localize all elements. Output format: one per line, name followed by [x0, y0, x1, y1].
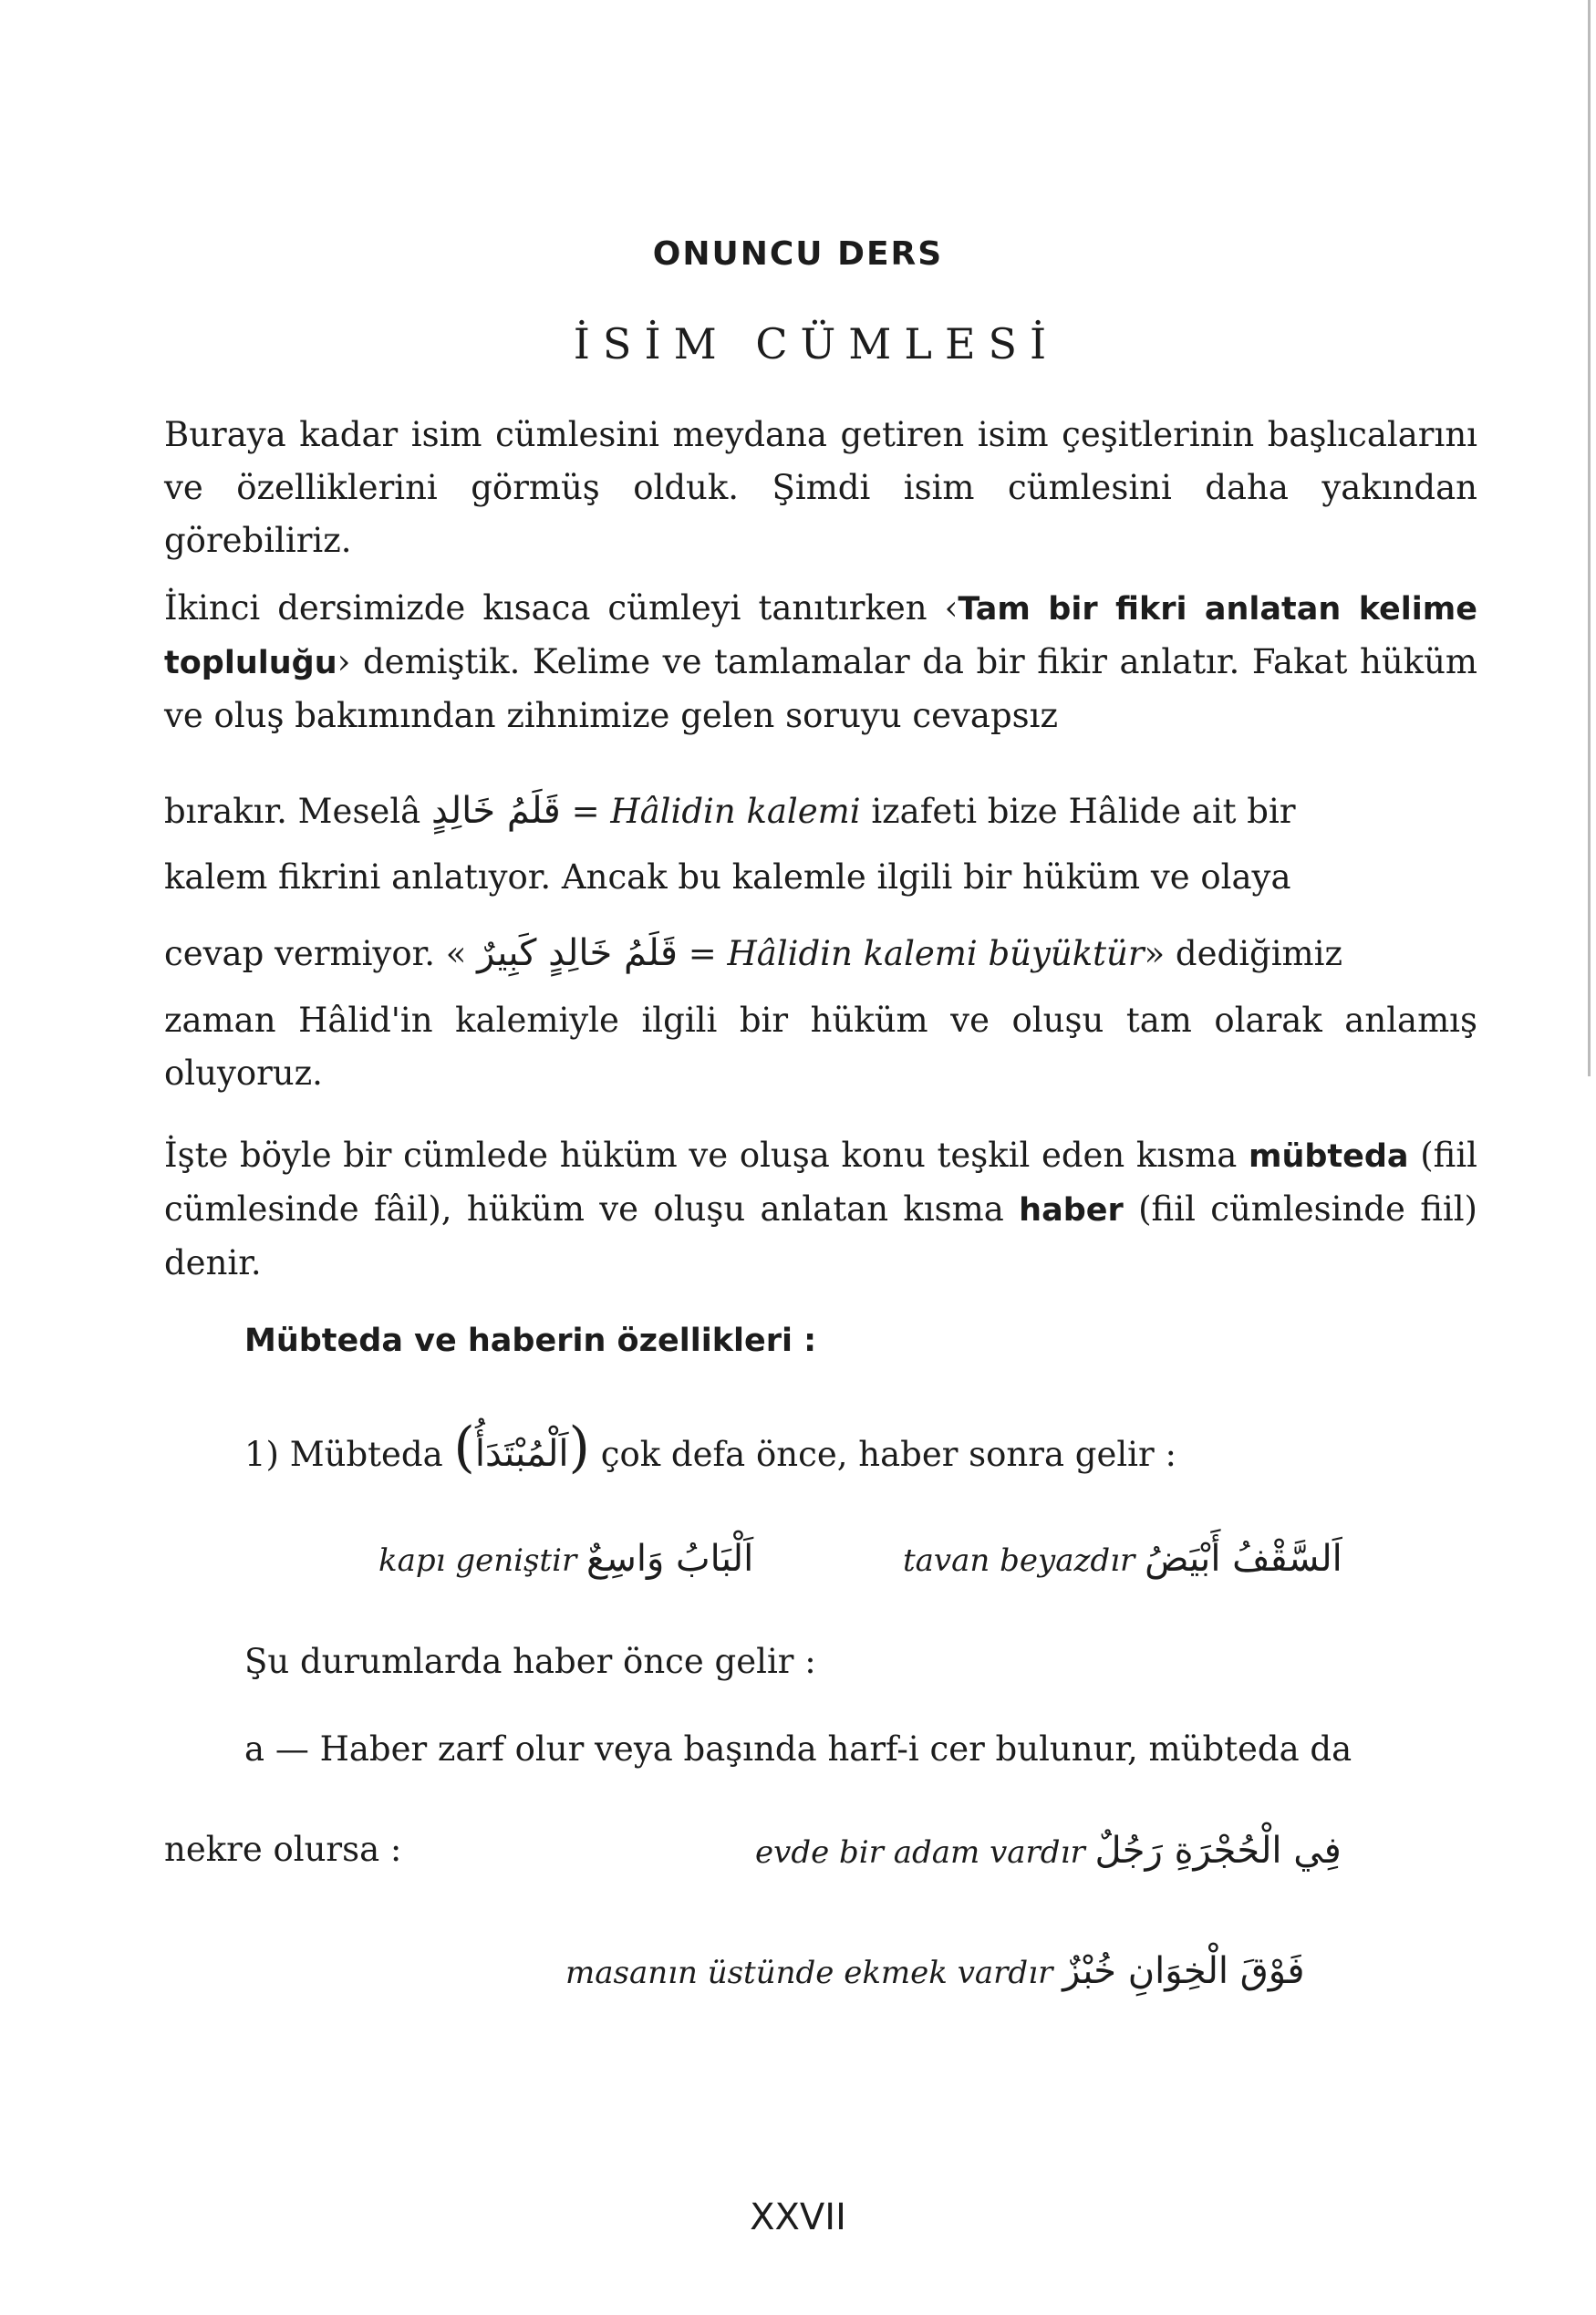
example-1-translation: kapı geniştir	[378, 1542, 577, 1579]
paragraph-1-text: Buraya kadar isim cümlesini meydana getiren isim çeşitlerinin başlıcalarını ve özelliklerini görmüş olduk. Şimdi isim cümlesini daha yakından görebiliriz.	[164, 415, 1477, 560]
example-2-arabic: اَلسَّقْفُ أَبْيَضُ	[1145, 1538, 1342, 1580]
p2-text-a: İkinci dersimizde kısaca cümleyi tanıtırken ‹	[164, 588, 959, 628]
example-3-arabic: فِي الْحُجْرَةِ رَجُلٌ	[1094, 1830, 1342, 1872]
rule-1-text-b: çok defa önce, haber sonra gelir :	[600, 1435, 1176, 1474]
p2-text-d: izafeti bize Hâlide ait bir	[871, 792, 1296, 831]
p2-text-c: bırakır. Meselâ	[164, 792, 421, 831]
example-4-translation: masanın üstünde ekmek vardır	[565, 1955, 1053, 1991]
paragraph-1	[164, 409, 1477, 567]
example-2-translation: tavan beyazdır	[903, 1542, 1135, 1579]
rule-a-continuation: nekre olursa :	[164, 1830, 402, 1869]
example-4	[565, 1950, 1305, 1992]
equals-sign: =	[571, 792, 600, 831]
page-edge-shadow	[1588, 0, 1591, 1076]
page-number: XXVII	[750, 2196, 846, 2238]
rule-a: a — Haber zarf olur veya başında harf-i cer bulunur, mübteda da	[244, 1729, 1352, 1769]
rule-2: Şu durumlarda haber önce gelir :	[244, 1642, 816, 1681]
term-mubteda: mübteda	[1248, 1138, 1409, 1175]
p2-text-h: zaman Hâlid'in kalemiyle ilgili bir hüküm ve oluşu tam olarak anlamış oluyoruz.	[164, 1001, 1477, 1093]
page-title: İSİM CÜMLESİ	[573, 319, 1060, 369]
p2-line-cevap	[164, 932, 1342, 974]
p2-closing	[164, 994, 1477, 1100]
italic-translation-2: Hâlidin kalemi büyüktür	[727, 934, 1145, 973]
p3-text-a: İşte böyle bir cümlede hüküm ve oluşa konu teşkil eden kısma	[164, 1136, 1238, 1175]
rule-1-text-a: 1) Mübteda	[244, 1435, 443, 1474]
p2-line-meselâ	[164, 790, 1296, 832]
equals-sign-2: =	[688, 934, 717, 973]
example-2	[903, 1538, 1342, 1580]
example-3-translation: evde bir adam vardır	[755, 1834, 1085, 1871]
p2-text-f: cevap vermiyor. «	[164, 934, 467, 973]
paragraph-2-top	[164, 582, 1477, 742]
example-4-arabic: فَوْقَ الْخِوَانِ خُبْزٌ	[1062, 1950, 1305, 1992]
arabic-example-2: قَلَمُ خَالِدٍ كَبِيرٌ	[477, 932, 678, 974]
p3-text-c: (fiil cümlesinde fiil) denir.	[164, 1189, 1477, 1282]
arabic-mubteda: اَلْمُبْتَدَأُ	[474, 1433, 569, 1475]
example-1	[378, 1538, 753, 1580]
term-haber: haber	[1019, 1192, 1124, 1229]
lesson-heading: ONUNCU DERS	[652, 235, 944, 273]
paragraph-3	[164, 1129, 1477, 1290]
p3-text-b: (fiil cümlesinde fâil), hüküm ve oluşu anlatan kısma	[164, 1136, 1477, 1229]
p2-text-e: kalem fikrini anlatıyor. Ancak bu kalemle ilgili bir hüküm ve olaya	[164, 857, 1291, 897]
arabic-example-1: قَلَمُ خَالِدٍ	[431, 790, 561, 832]
p2-text-g: » dediğimiz	[1144, 934, 1342, 973]
rule-1: 1) Mübteda (اَلْمُبْتَدَأُ) çok defa önce, haber sonra gelir :	[244, 1416, 1176, 1479]
p2-line-kalem	[164, 857, 1291, 897]
section-heading: Mübteda ve haberin özellikleri :	[244, 1323, 817, 1359]
example-3	[755, 1830, 1342, 1872]
p2-text-b: › demiştik. Kelime ve tamlamalar da bir fikir anlatır. Fakat hüküm ve oluş bakımından zihnimize gelen soruyu cevapsız	[164, 642, 1477, 735]
italic-translation-1: Hâlidin kalemi	[610, 792, 861, 831]
example-1-arabic: اَلْبَابُ وَاسِعٌ	[586, 1538, 754, 1580]
p2-bold-definition: Tam bir fikri anlatan kelime topluluğu	[164, 591, 1477, 681]
